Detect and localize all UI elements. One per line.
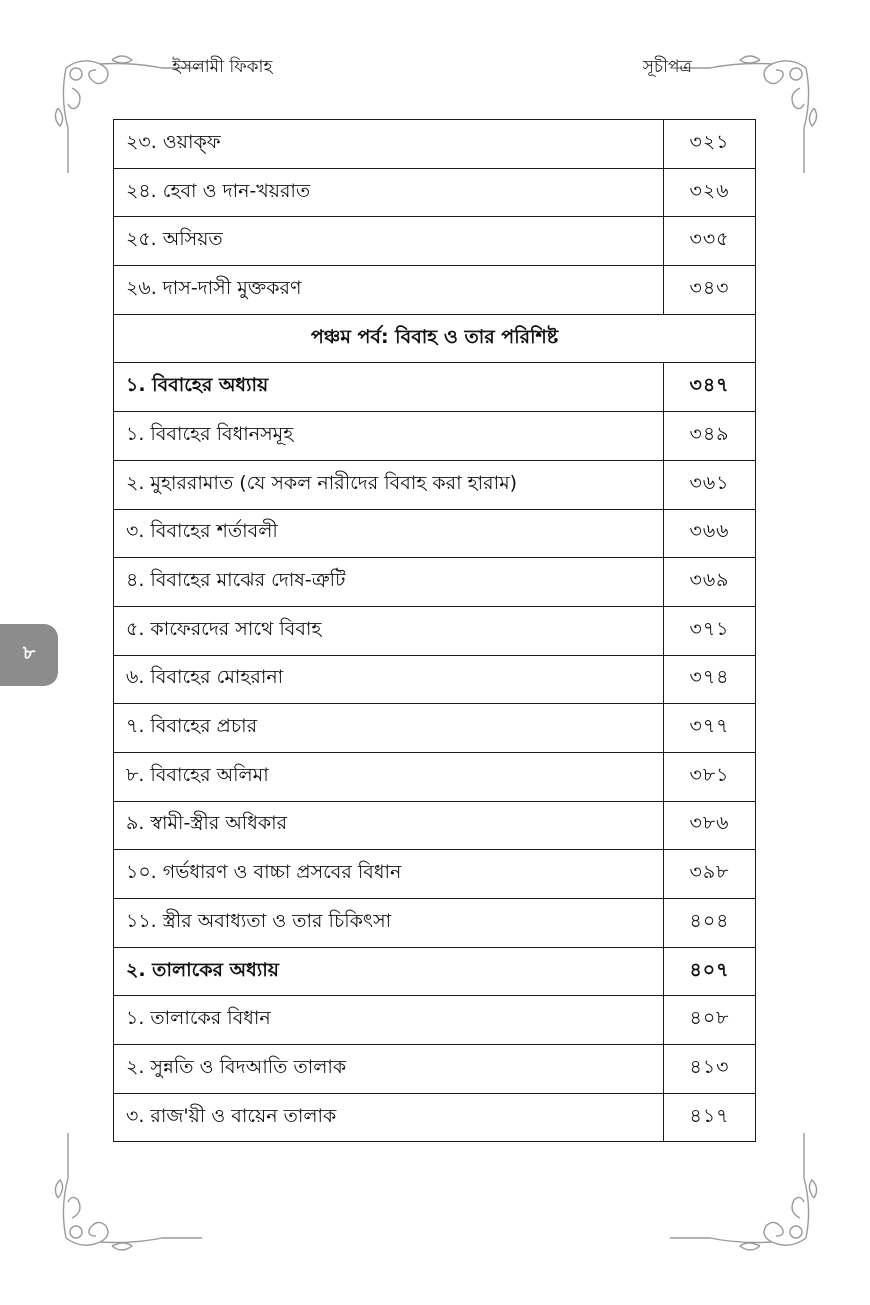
toc-entry-title: ২৪. হেবা ও দান-খয়রাত: [114, 168, 664, 217]
toc-row: [114, 850, 756, 899]
toc-row: [114, 558, 756, 607]
toc-row: [114, 120, 756, 169]
toc-row: [114, 168, 756, 217]
toc-row: [114, 752, 756, 801]
toc-entry-page: ৩৩৫: [664, 217, 756, 266]
toc-entry-title: ৮. বিবাহের অলিমা: [114, 752, 664, 801]
toc-entry-title: ১. তালাকের বিধান: [114, 996, 664, 1045]
toc-row: [114, 655, 756, 704]
toc-row: [114, 509, 756, 558]
toc-row: [114, 606, 756, 655]
page-number-tab: ৮: [0, 624, 58, 686]
toc-row: [114, 704, 756, 753]
toc-section-title: পঞ্চম পর্ব: বিবাহ ও তার পরিশিষ্ট: [114, 314, 756, 363]
corner-ornament-bottom-left: [52, 1128, 212, 1258]
toc-entry-title: ৪. বিবাহের মাঝের দোষ-ত্রুটি: [114, 558, 664, 607]
toc-entry-title: ২. সুন্নতি ও বিদআতি তালাক: [114, 1045, 664, 1094]
toc-row: [114, 801, 756, 850]
toc-entry-page: ৪১৭: [664, 1093, 756, 1142]
toc-row: [114, 1045, 756, 1094]
toc-entry-title: ১. বিবাহের অধ্যায়: [114, 363, 664, 412]
toc-chapter-row: [114, 947, 756, 996]
toc-section-row: [114, 314, 756, 363]
toc-row: [114, 1093, 756, 1142]
toc-chapter-row: [114, 363, 756, 412]
toc-entry-title: ২৫. অসিয়ত: [114, 217, 664, 266]
toc-entry-page: ৩৪৭: [664, 363, 756, 412]
toc-entry-page: ৩৪৩: [664, 266, 756, 315]
toc-entry-page: ৩৬১: [664, 460, 756, 509]
corner-ornament-bottom-right: [660, 1128, 820, 1258]
toc-entry-page: ৩৬৯: [664, 558, 756, 607]
toc-entry-page: ৪০৭: [664, 947, 756, 996]
toc-entry-page: ৩৮৬: [664, 801, 756, 850]
toc-entry-title: ৬. বিবাহের মোহরানা: [114, 655, 664, 704]
toc-entry-title: ২৩. ওয়াক্ফ: [114, 120, 664, 169]
toc-entry-title: ২৬. দাস-দাসী মুক্তকরণ: [114, 266, 664, 315]
toc-entry-title: ৭. বিবাহের প্রচার: [114, 704, 664, 753]
toc-entry-title: ২. মুহাররামাত (যে সকল নারীদের বিবাহ করা হারাম): [114, 460, 664, 509]
toc-table: [113, 119, 756, 1142]
toc-entry-title: ২. তালাকের অধ্যায়: [114, 947, 664, 996]
toc-entry-page: ৩৮১: [664, 752, 756, 801]
toc-entry-page: ৩৭৭: [664, 704, 756, 753]
toc-entry-page: ৩২৬: [664, 168, 756, 217]
toc-row: [114, 412, 756, 461]
toc-entry-page: ৪০৪: [664, 899, 756, 948]
toc-row: [114, 996, 756, 1045]
toc-entry-title: ১০. গর্ভধারণ ও বাচ্চা প্রসবের বিধান: [114, 850, 664, 899]
toc-entry-page: ৩৭৪: [664, 655, 756, 704]
toc-entry-title: ৩. রাজ'য়ী ও বায়েন তালাক: [114, 1093, 664, 1142]
section-title: সূচীপত্র: [642, 57, 692, 77]
toc-entry-title: ১. বিবাহের বিধানসমূহ: [114, 412, 664, 461]
toc-row: [114, 266, 756, 315]
toc-row: [114, 460, 756, 509]
toc-entry-title: ৫. কাফেরদের সাথে বিবাহ: [114, 606, 664, 655]
toc-entry-page: ৩৭১: [664, 606, 756, 655]
toc-entry-page: ৩৬৬: [664, 509, 756, 558]
toc-row: [114, 899, 756, 948]
toc-entry-page: ৩২১: [664, 120, 756, 169]
toc-entry-page: ৪০৮: [664, 996, 756, 1045]
toc-entry-page: ৩৪৯: [664, 412, 756, 461]
toc-entry-title: ১১. স্ত্রীর অবাধ্যতা ও তার চিকিৎসা: [114, 899, 664, 948]
toc-row: [114, 217, 756, 266]
toc-entry-page: ৩৯৮: [664, 850, 756, 899]
toc-entry-page: ৪১৩: [664, 1045, 756, 1094]
toc-entry-title: ৩. বিবাহের শর্তাবলী: [114, 509, 664, 558]
book-title: ইসলামী ফিকাহ: [172, 57, 273, 77]
toc-entry-title: ৯. স্বামী-স্ত্রীর অধিকার: [114, 801, 664, 850]
